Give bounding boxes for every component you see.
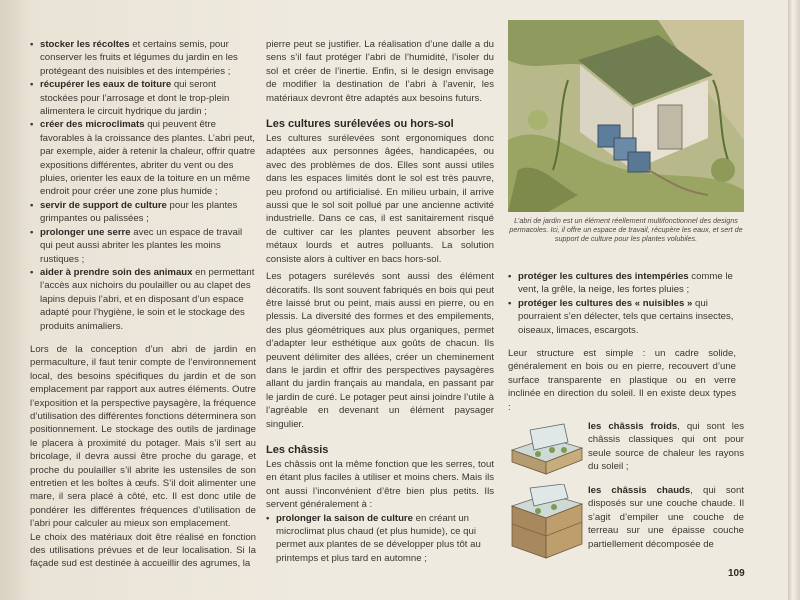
page-edge xyxy=(788,0,800,600)
section-heading: Les cultures surélevées ou hors-sol xyxy=(266,118,454,131)
garden-shed-illustration xyxy=(508,20,744,212)
list-item xyxy=(30,199,256,226)
column-3 xyxy=(508,270,736,414)
item-text: , qui sont les châssis classiques qui ont pour seule source de chaleur les rayons du soleil ; xyxy=(588,421,744,473)
protection-list xyxy=(508,270,736,337)
list-item xyxy=(508,270,736,297)
hot-frame-row xyxy=(508,484,744,568)
keyword: les châssis froids xyxy=(588,421,678,432)
list-item xyxy=(30,78,256,118)
item-text: pour les plantes grimpantes ou palissées ; xyxy=(40,199,238,225)
figure-caption: L’abri de jardin est un élément réellement multifonctionnel des designs permacoles. Ici, il offre un espace de travail, récupère les eaux, et sert de support de culture pour les plantes volubiles. xyxy=(509,216,743,244)
keyword: créer des microclimats xyxy=(40,119,145,131)
keyword: les châssis chauds xyxy=(588,485,691,496)
paragraph: pierre peut se justifier. La réalisation d’une dalle a du sens s’il faut protéger l’abri de l’humidité, l’isoler du sol et créer de l’inertie. Enfin, si le design envisage de modifier la destination de l’abri à l’avenir, les matériaux devront être adaptés aux besoins futurs. xyxy=(266,39,494,104)
list-item xyxy=(508,297,736,337)
item-text: en créant un microclimat plus chaud (et plus humide), ce qui permet aux plantes de se développer plus tôt au printemps et plus tard en automne ; xyxy=(276,512,481,564)
paragraph: Lors de la conception d’un abri de jardin en permaculture, il faut tenir compte de l’environnement local, des besoins spécifiques du jardin et de son emplacement par rapport aux autres éléments. Outre l’exposition et la perspective paysagère, la fréquence d’utilisation des différentes fonctions déterminera son positionnement. Le stockage des outils de jardinage le placera à proximité du potager. Mais s’il sert au bricolage, il devra aussi être proche du garage, et proche du poulailler s’il abrite les ustensiles de son entretien et les boîtes à œufs. S’il doit alimenter une mare, il sera placé à côté, etc. Il est donc utile de pondérer les différentes fréquences d’utilisation de l’abri pour calculer au mieux son emplacement. xyxy=(30,343,256,530)
chassis-list xyxy=(266,512,494,566)
item-text: comme le vent, la grêle, la neige, les fortes pluies ; xyxy=(518,271,733,296)
list-item xyxy=(30,38,256,78)
item-text: qui peuvent être favorables à la croissance des plantes. L’abri peut, par exemple, aider à retenir la chaleur, offrir quatre expositions différentes, abriter du vent ou des pluies, orienter les eaux de la toiture en un même endroit pour créer une zone plus humide ; xyxy=(40,119,256,198)
paragraph: Leur structure est simple : un cadre solide, généralement en bois ou en pierre, recouvert d’une surface transparente en plastique ou en verre inclinée en direction du soleil. Il en existe deux types : xyxy=(508,348,736,413)
item-text: qui seront stockées pour l’arrosage et dont le trop-plein alimentera le circuit hydrique du jardin ; xyxy=(40,79,230,118)
page-number: 109 xyxy=(728,568,745,579)
hot-frame-drawing xyxy=(508,484,584,562)
section-heading: Les châssis xyxy=(266,443,329,456)
cold-frame-text xyxy=(588,420,744,474)
keyword: aider à prendre soin des animaux xyxy=(40,266,193,278)
function-list xyxy=(30,38,256,333)
column-2 xyxy=(266,38,494,565)
cold-frame-illustration xyxy=(508,420,584,476)
keyword: récupérer les eaux de toiture xyxy=(40,79,172,91)
list-item xyxy=(30,266,256,333)
item-text: en permettant l’accès aux nichoirs du poulailler ou au clapet des lapins depuis l’abri, et en disposant d’un espace adapté pour l’hygiène, le soin et le stockage des produits animaliers. xyxy=(40,266,255,332)
keyword: prolonger la saison de culture xyxy=(276,512,414,524)
list-item xyxy=(30,118,256,198)
keyword: prolonger une serre xyxy=(40,226,131,238)
paragraph: Le choix des matériaux doit être réalisé en fonction des utilisations prévues et de leur localisation. Si la façade sud est destinée à accueillir des agrumes, la xyxy=(30,531,256,570)
item-text: , qui sont disposés sur une couche chaude. Il s’agit d’empiler une couche de terreau sur une épaisse couche partiellement décomposée de xyxy=(588,485,744,550)
keyword: stocker les récoltes xyxy=(40,39,130,50)
keyword: servir de support de culture xyxy=(40,199,167,211)
paragraph: Les cultures surélevées sont ergonomiques donc adaptées aux personnes âgées, handicapées, ou avec des problèmes de dos. Elles sont aussi utiles dans les espaces limités dont le sol est très pauvre, peu profond ou artificialisé. En milieu urbain, il arrive aussi que le sol soit pollué par une ancienne activité industrielle. Dans ce cas, il est sanitairement risqué de cultiver car les plantes peuvent absorber les métaux lourds et autres polluants. La solution consiste alors à cultiver en bacs hors-sol. xyxy=(266,133,494,265)
paragraph: Les châssis ont la même fonction que les serres, tout en étant plus faciles à utiliser et moins chers. Mais ils ont aussi l’inconvénient d’être bien plus petits. Ils servent généralement à : xyxy=(266,458,494,511)
cold-frame-row xyxy=(508,420,744,480)
list-item xyxy=(30,226,256,266)
column-1 xyxy=(30,38,256,571)
paragraph: Les potagers surélevés sont aussi des élément décoratifs. Ils sont souvent fabriqués en bois qui peut être laissé brut ou peint, mais aussi en pierre, ou en plessis. La diversité des formes et des empilements, des plus géométriques aux plus organiques, permet d’adapter leur esthétique aux goûts de chacun. Ils peuvent délimiter des allées, créer un cheminement dans le jardin et offrir des perspectives paysagères allant du jardin français au mandala, en passant par le jardin de curé. Le potager peut ainsi joindre l’utile à l’agréable en devenant un élément paysager singulier. xyxy=(266,271,494,430)
hot-frame-text xyxy=(588,484,744,551)
hot-frame-illustration xyxy=(508,484,584,562)
keyword: protéger les cultures des « nuisibles » xyxy=(518,297,693,309)
item-text: et certains semis, pour conserver les fruits et légumes du jardin en les protégeant des nuisibles et des intempéries ; xyxy=(40,39,238,77)
cold-frame-drawing xyxy=(508,420,584,476)
list-item xyxy=(266,512,494,566)
keyword: protéger les cultures des intempéries xyxy=(518,271,689,282)
item-text: qui pourraient s’en délecter, tels que certains insectes, oiseaux, limaces, escargots. xyxy=(518,297,734,336)
item-text: avec un espace de travail qui peut aussi abriter les plantes les moins rustiques ; xyxy=(40,226,243,265)
shed-drawing xyxy=(508,20,744,212)
